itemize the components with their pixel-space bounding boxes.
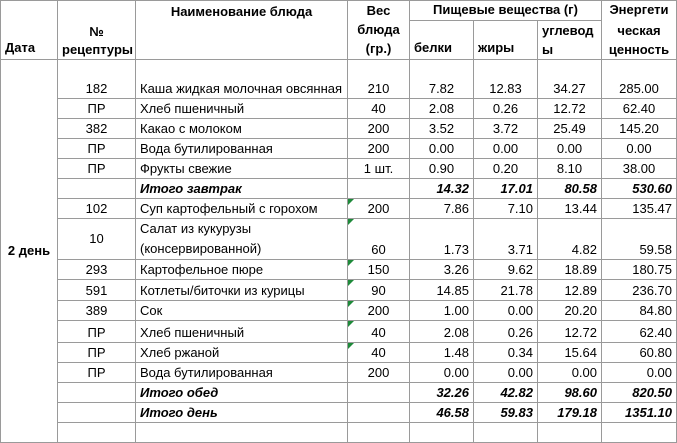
recipe-cell[interactable]: ПР (58, 363, 136, 383)
proteins-cell[interactable]: 0.00 (410, 139, 474, 159)
carbs-cell[interactable]: 0.00 (538, 139, 602, 159)
fats-cell[interactable]: 0.26 (474, 321, 538, 343)
empty-cell[interactable] (348, 179, 410, 199)
energy-cell[interactable]: 135.47 (602, 199, 677, 219)
carbs-cell[interactable]: 8.10 (538, 159, 602, 179)
carbs-cell[interactable]: 20.20 (538, 301, 602, 321)
empty-cell[interactable] (136, 423, 348, 443)
breakfast-total-proteins[interactable]: 14.32 (410, 179, 474, 199)
day-label[interactable]: 2 день (1, 60, 58, 443)
dish-name-cell[interactable]: Хлеб ржаной (136, 343, 348, 363)
dish-name-cell[interactable]: Сок (136, 301, 348, 321)
fats-cell[interactable]: 3.72 (474, 119, 538, 139)
energy-cell[interactable]: 60.80 (602, 343, 677, 363)
breakfast-total-fats[interactable]: 17.01 (474, 179, 538, 199)
fats-cell[interactable]: 0.26 (474, 99, 538, 119)
recipe-cell[interactable]: ПР (58, 159, 136, 179)
weight-cell[interactable]: 40 (348, 321, 410, 343)
day-total-energy[interactable]: 1351.10 (602, 403, 677, 423)
recipe-cell[interactable]: 10 (58, 219, 136, 260)
fats-cell[interactable]: 0.00 (474, 301, 538, 321)
proteins-cell[interactable]: 3.52 (410, 119, 474, 139)
carbs-cell[interactable]: 13.44 (538, 199, 602, 219)
breakfast-total-energy[interactable]: 530.60 (602, 179, 677, 199)
header-fats[interactable]: жиры (474, 21, 538, 60)
lunch-total-energy[interactable]: 820.50 (602, 383, 677, 403)
dish-name-cell[interactable]: Хлеб пшеничный (136, 321, 348, 343)
recipe-cell[interactable]: ПР (58, 321, 136, 343)
lunch-total-fats[interactable]: 42.82 (474, 383, 538, 403)
fats-cell[interactable]: 3.71 (474, 219, 538, 260)
proteins-cell[interactable]: 1.00 (410, 301, 474, 321)
energy-cell[interactable]: 62.40 (602, 99, 677, 119)
weight-cell[interactable]: 200 (348, 363, 410, 383)
recipe-cell[interactable]: ПР (58, 139, 136, 159)
lunch-total-carbs[interactable]: 98.60 (538, 383, 602, 403)
carbs-cell[interactable]: 12.72 (538, 99, 602, 119)
header-energy-top[interactable]: Энергети (602, 1, 677, 21)
weight-cell[interactable]: 90 (348, 280, 410, 301)
recipe-cell[interactable]: ПР (58, 99, 136, 119)
dish-name-cell[interactable]: Хлеб пшеничный (136, 99, 348, 119)
recipe-cell[interactable]: 591 (58, 280, 136, 301)
dish-name-cell[interactable]: Вода бутилированная (136, 139, 348, 159)
proteins-cell[interactable]: 0.00 (410, 363, 474, 383)
fats-cell[interactable]: 0.00 (474, 139, 538, 159)
day-total-fats[interactable]: 59.83 (474, 403, 538, 423)
day-total-label[interactable]: Итого день (136, 403, 348, 423)
empty-cell[interactable] (348, 423, 410, 443)
dish-name-cell[interactable]: Котлеты/биточки из курицы (136, 280, 348, 301)
header-weight[interactable]: Вес блюда (гр.) (348, 1, 410, 60)
empty-cell[interactable] (58, 403, 136, 423)
energy-cell[interactable]: 0.00 (602, 139, 677, 159)
energy-cell[interactable]: 236.70 (602, 280, 677, 301)
lunch-total-label[interactable]: Итого обед (136, 383, 348, 403)
carbs-cell[interactable]: 34.27 (538, 60, 602, 99)
fats-cell[interactable]: 21.78 (474, 280, 538, 301)
dish-name-cell[interactable]: Суп картофельный с горохом (136, 199, 348, 219)
fats-cell[interactable]: 9.62 (474, 260, 538, 280)
energy-cell[interactable]: 62.40 (602, 321, 677, 343)
proteins-cell[interactable]: 7.82 (410, 60, 474, 99)
energy-cell[interactable]: 59.58 (602, 219, 677, 260)
empty-cell[interactable] (348, 403, 410, 423)
dish-name-cell[interactable]: Фрукты свежие (136, 159, 348, 179)
carbs-cell[interactable]: 25.49 (538, 119, 602, 139)
fats-cell[interactable]: 0.00 (474, 363, 538, 383)
weight-cell[interactable]: 40 (348, 343, 410, 363)
empty-cell[interactable] (538, 423, 602, 443)
weight-cell[interactable]: 200 (348, 119, 410, 139)
carbs-cell[interactable]: 15.64 (538, 343, 602, 363)
energy-cell[interactable]: 84.80 (602, 301, 677, 321)
header-energy-bottom[interactable]: ческая ценность (602, 21, 677, 60)
weight-cell[interactable]: 210 (348, 60, 410, 99)
header-carbs[interactable]: углевод ы (538, 21, 602, 60)
carbs-cell[interactable]: 18.89 (538, 260, 602, 280)
empty-cell[interactable] (602, 423, 677, 443)
breakfast-total-carbs[interactable]: 80.58 (538, 179, 602, 199)
day-total-carbs[interactable]: 179.18 (538, 403, 602, 423)
weight-cell[interactable]: 1 шт. (348, 159, 410, 179)
header-dish-name[interactable]: Наименование блюда (136, 1, 348, 60)
weight-cell[interactable]: 200 (348, 301, 410, 321)
energy-cell[interactable]: 285.00 (602, 60, 677, 99)
proteins-cell[interactable]: 2.08 (410, 321, 474, 343)
proteins-cell[interactable]: 1.73 (410, 219, 474, 260)
header-recipe-no[interactable]: № рецептуры (58, 1, 136, 60)
dish-name-cell[interactable]: Салат из кукурузы (консервированной) (136, 219, 348, 260)
carbs-cell[interactable]: 0.00 (538, 363, 602, 383)
weight-cell[interactable]: 200 (348, 199, 410, 219)
energy-cell[interactable]: 145.20 (602, 119, 677, 139)
empty-cell[interactable] (58, 423, 136, 443)
proteins-cell[interactable]: 0.90 (410, 159, 474, 179)
recipe-cell[interactable]: 293 (58, 260, 136, 280)
weight-cell[interactable]: 150 (348, 260, 410, 280)
recipe-cell[interactable]: 382 (58, 119, 136, 139)
dish-name-cell[interactable]: Картофельное пюре (136, 260, 348, 280)
empty-cell[interactable] (474, 423, 538, 443)
proteins-cell[interactable]: 14.85 (410, 280, 474, 301)
dish-name-cell[interactable]: Вода бутилированная (136, 363, 348, 383)
proteins-cell[interactable]: 2.08 (410, 99, 474, 119)
energy-cell[interactable]: 0.00 (602, 363, 677, 383)
breakfast-total-label[interactable]: Итого завтрак (136, 179, 348, 199)
energy-cell[interactable]: 180.75 (602, 260, 677, 280)
fats-cell[interactable]: 7.10 (474, 199, 538, 219)
fats-cell[interactable]: 0.34 (474, 343, 538, 363)
weight-cell[interactable]: 200 (348, 139, 410, 159)
empty-cell[interactable] (58, 179, 136, 199)
proteins-cell[interactable]: 1.48 (410, 343, 474, 363)
proteins-cell[interactable]: 7.86 (410, 199, 474, 219)
empty-cell[interactable] (58, 383, 136, 403)
day-total-proteins[interactable]: 46.58 (410, 403, 474, 423)
recipe-cell[interactable]: 182 (58, 60, 136, 99)
recipe-cell[interactable]: 102 (58, 199, 136, 219)
weight-cell[interactable]: 60 (348, 219, 410, 260)
proteins-cell[interactable]: 3.26 (410, 260, 474, 280)
carbs-cell[interactable]: 12.89 (538, 280, 602, 301)
energy-cell[interactable]: 38.00 (602, 159, 677, 179)
header-proteins[interactable]: белки (410, 21, 474, 60)
header-nutrients[interactable]: Пищевые вещества (г) (410, 1, 602, 21)
carbs-cell[interactable]: 4.82 (538, 219, 602, 260)
fats-cell[interactable]: 0.20 (474, 159, 538, 179)
header-date[interactable]: Дата (1, 1, 58, 60)
recipe-cell[interactable]: 389 (58, 301, 136, 321)
fats-cell[interactable]: 12.83 (474, 60, 538, 99)
carbs-cell[interactable]: 12.72 (538, 321, 602, 343)
empty-cell[interactable] (348, 383, 410, 403)
recipe-cell[interactable]: ПР (58, 343, 136, 363)
weight-cell[interactable]: 40 (348, 99, 410, 119)
lunch-total-proteins[interactable]: 32.26 (410, 383, 474, 403)
dish-name-cell[interactable]: Каша жидкая молочная овсянная (136, 60, 348, 99)
empty-cell[interactable] (410, 423, 474, 443)
dish-name-cell[interactable]: Какао с молоком (136, 119, 348, 139)
